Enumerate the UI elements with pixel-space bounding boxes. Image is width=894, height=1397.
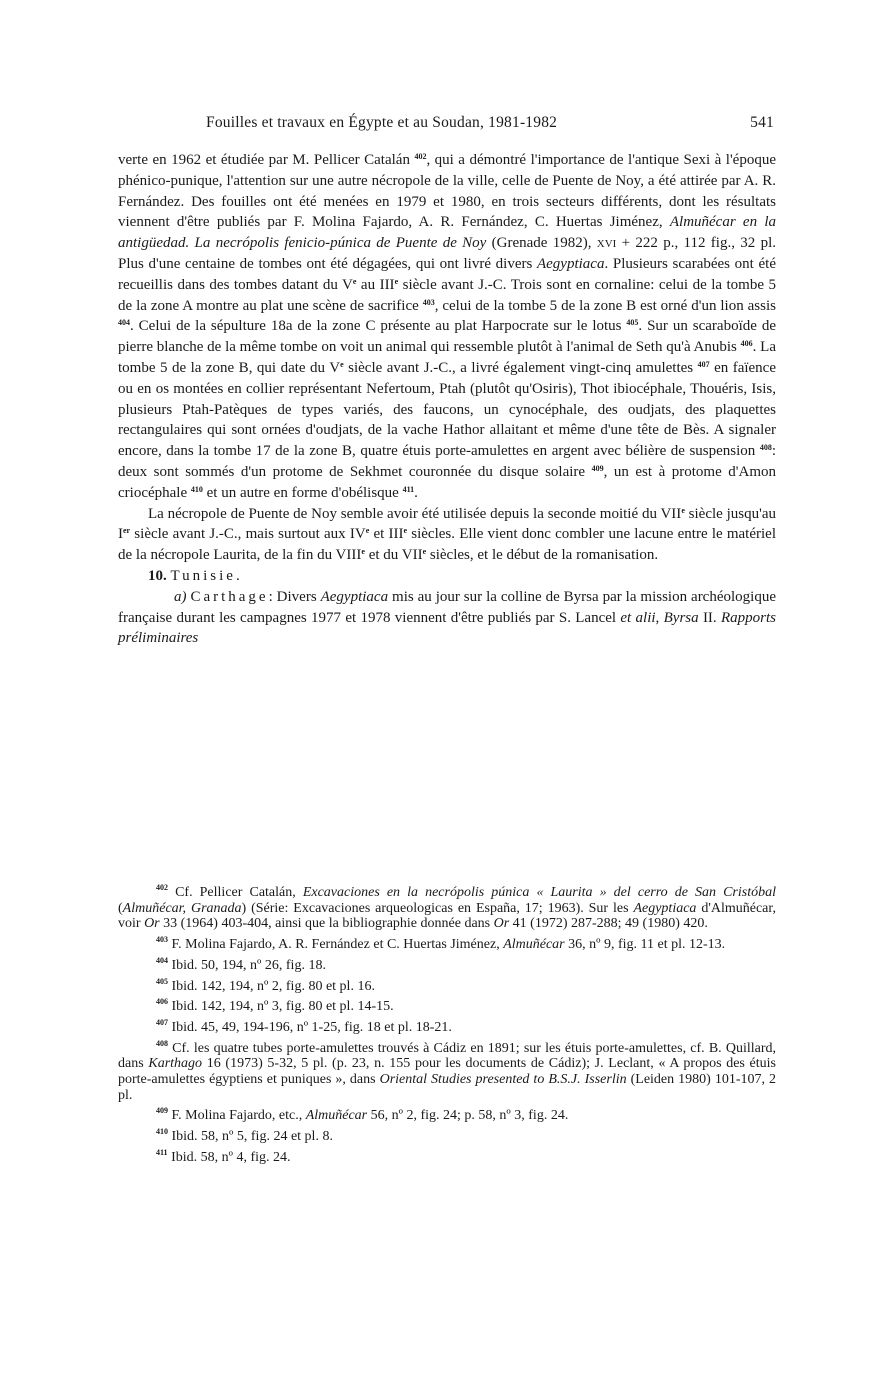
footnotes [118,880,776,1166]
paragraph-puente-de-noy: La nécropole de Puente de Noy semble avoir été utilisée depuis la seconde moitié du VIIe siècle jusqu'au Ier siècle avant J.-C., mais surtout aux IVe et IIIe siècles. Elle vient donc combler une lacune entre le matériel de la nécropole Laurita, de la fin du VIIIe et du VIIe siècles, et le début de la romanisation. [118,505,776,564]
footnote-410: $^{410}$ Ibid. 58, nº 5, fig. 24 et pl. 8. [156,1127,333,1145]
note-ref-410[interactable]: 410 [190,484,203,494]
note-ref-409[interactable]: 409 [591,463,604,473]
note-ref-405[interactable]: 405 [626,318,639,328]
subsection-title: Carthage [190,588,269,605]
footnote-403: $^{403}$ F. Molina Fajardo, A. R. Fernández et C. Huertas Jiménez, Almuñécar 36, nº 9, fig. 11 et pl. 12-13. [156,935,726,953]
footnote-408: $^{408}$ Cf. les quatre tubes porte-amulettes trouvés à Cádiz en 1891; sur les étuis porte-amulettes, cf. B. Quillard, dans Karthago 16 (1973) 5-32, 5 pl. (p. 23, n. 155 pour les documents de Cádiz); J. Leclant, « A propos des étuis porte-amulettes égyptiens et puniques », dans Oriental Studies presented to B.S.J. Isserlin (Leiden 1980) 101-107, 2 pl. [118,1038,776,1103]
running-title: Fouilles et travaux en Égypte et au Soudan, 1981-1982 [206,114,558,131]
note-ref-408[interactable]: 408 [759,443,772,453]
paragraph-almunecar: verte en 1962 et étudiée par M. Pellicer Catalán $^{402}$, qui a démontré l'importance de l'antique Sexi à l'époque phénico-punique, l'attention sur une autre nécropole de la ville, celle de Puente de Noy, a été attirée par A. R. Fernández. Des fouilles ont été menées en 1979 et 1980, en trois secteurs différents, dont les résultats viennent d'être publiés par F. Molina Fajardo, A. R. Fernández, C. Huertas Jiménez, Almuñécar en la antigüedad. La necrópolis fenicio-púnica de Puente de Noy (Grenade 1982), xvi + 222 p., 112 fig., 32 pl. Plus d'une centaine de tombes ont été dégagées, qui ont livré divers Aegyptiaca. Plusieurs scarabées ont été recueillis dans des tombes datant du Ve au IIIe siècle avant J.-C. Trois sont en cornaline: celui de la tombe 5 de la zone A montre au plat une scène de sacrifice $^{403}$, celui de la tombe 5 de la zone B est orné d'un lion assis $^{404}$. Celui de la sépulture 18a de la zone C présente au plat Harpocrate sur le lotus $^{405}$. Sur un scaraboïde de pierre blanche de la même tombe on voit un animal qui ressemble plutôt à l'animal de Seth qu'à Anubis $^{406}$. La tombe 5 de la zone B, qui date du Ve siècle avant J.-C., a livré également vingt-cinq amulettes $^{407}$ en faïence ou en os montées en collier représentant Nefertoum, Ptah (plutôt qu'Osiris), Thot ibiocéphale, Thouéris, Isis, plusieurs Ptah-Patèques de types variés, des faucons, un cynocéphale, des oudjats, des plaquettes rectangulaires qui sont ornées d'oudjats, de la vache Hathor allaitant et même d'une tête de Bès. A signaler encore, dans la tombe 17 de la zone B, quatre étuis porte-amulettes en argent avec bélière de suspension $^{408}$: deux sont sommés d'un protome de Sekhmet couronnée du disque solaire $^{409}$, un est à protome d'Amon criocéphale $^{410}$ et un autre en forme d'obélisque $^{411}$. [118,152,777,501]
note-ref-404[interactable]: 404 [118,318,130,328]
section-title: Tunisie [170,567,236,584]
footnote-409: $^{409}$ F. Molina Fajardo, etc., Almuñécar 56, nº 2, fig. 24; p. 58, nº 3, fig. 24. [156,1106,569,1124]
note-ref-403[interactable]: 403 [422,297,435,307]
main-text [118,150,776,649]
footnote-406: $^{406}$ Ibid. 142, 194, nº 3, fig. 80 et pl. 14-15. [156,997,394,1015]
footnote-404: $^{404}$ Ibid. 50, 194, nº 26, fig. 18. [156,955,326,973]
footnote-402: $^{402}$ Cf. Pellicer Catalán, Excavaciones en la necrópolis púnica « Laurita » del cerro de San Cristóbal (Almuñécar, Granada) (Série: Excavaciones arqueologicas en España, 17; 1963). Sur les Aegyptiaca d'Almuñécar, voir Or 33 (1964) 403-404, ainsi que la bibliographie donnée dans Or 41 (1972) 287-288; 49 (1980) 420. [118,883,776,932]
paragraph-carthage: a) Carthage: Divers Aegyptiaca mis au jour sur la colline de Byrsa par la mission archéologique française durant les campagnes 1977 et 1978 viennent d'être publiés par S. Lancel et alii, Byrsa II. Rapports préliminaires [118,588,777,647]
section-heading-tunisie: 10. Tunisie. [148,567,240,584]
note-ref-406[interactable]: 406 [740,339,753,349]
footnote-407: $^{407}$ Ibid. 45, 49, 194-196, nº 1-25, fig. 18 et pl. 18-21. [156,1017,452,1035]
note-ref-402[interactable]: 402 [414,152,427,161]
note-ref-407[interactable]: 407 [697,359,710,369]
note-ref-411[interactable]: 411 [402,484,415,494]
footnote-405: $^{405}$ Ibid. 142, 194, nº 2, fig. 80 et pl. 16. [156,976,375,994]
footnote-411: $^{411}$ Ibid. 58, nº 4, fig. 24. [156,1147,291,1165]
page-number: 541 [750,114,774,131]
